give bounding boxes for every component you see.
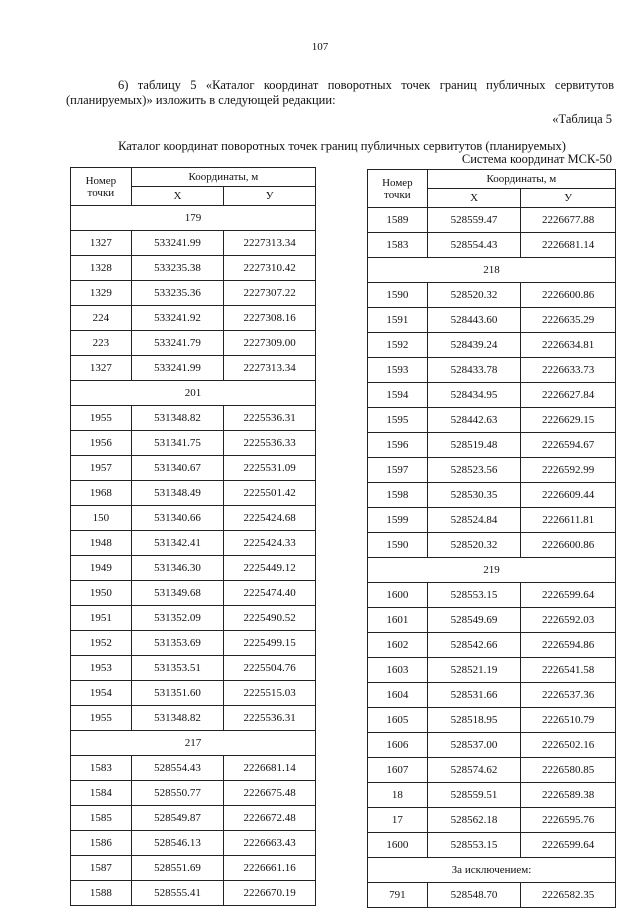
x-coordinate-cell: 533241.99: [131, 231, 224, 256]
header-x: Х: [427, 189, 521, 208]
y-coordinate-cell: 2226541.58: [521, 658, 616, 683]
table-row: [368, 808, 616, 833]
intro-paragraph: [66, 78, 614, 108]
group-label: За исключением:: [368, 858, 616, 883]
x-coordinate-cell: 531342.41: [131, 531, 224, 556]
table-row: [71, 581, 316, 606]
y-coordinate-cell: 2226600.86: [521, 283, 616, 308]
y-coordinate-cell: 2226681.14: [224, 756, 316, 781]
x-coordinate-cell: 528574.62: [427, 758, 521, 783]
y-coordinate-cell: 2225536.31: [224, 706, 316, 731]
y-coordinate-cell: 2227313.34: [224, 231, 316, 256]
point-number-cell: 1587: [71, 856, 132, 881]
y-coordinate-cell: 2226580.85: [521, 758, 616, 783]
table-row: [71, 656, 316, 681]
y-coordinate-cell: 2225515.03: [224, 681, 316, 706]
coordinate-system-label: Система координат МСК-50: [461, 152, 612, 166]
point-number-cell: 1956: [71, 431, 132, 456]
point-number-cell: 1327: [71, 231, 132, 256]
table-row: [368, 358, 616, 383]
table-row: [71, 306, 316, 331]
table-row: [368, 208, 616, 233]
point-number-cell: 1590: [368, 283, 428, 308]
group-header-row: [368, 558, 616, 583]
header-point-number: Номер точки: [71, 168, 132, 206]
x-coordinate-cell: 528520.32: [427, 533, 521, 558]
table-row: [71, 706, 316, 731]
y-coordinate-cell: 2226675.48: [224, 781, 316, 806]
point-number-cell: 1586: [71, 831, 132, 856]
table-row: [71, 331, 316, 356]
y-coordinate-cell: 2226592.99: [521, 458, 616, 483]
y-coordinate-cell: 2227308.16: [224, 306, 316, 331]
x-coordinate-cell: 528531.66: [427, 683, 521, 708]
point-number-cell: 224: [71, 306, 132, 331]
table-row: [71, 606, 316, 631]
point-number-cell: 1955: [71, 706, 132, 731]
point-number-cell: 1593: [368, 358, 428, 383]
header-y: У: [224, 187, 316, 206]
x-coordinate-cell: 533241.79: [131, 331, 224, 356]
y-coordinate-cell: 2225424.33: [224, 531, 316, 556]
y-coordinate-cell: 2226510.79: [521, 708, 616, 733]
table-row: [71, 281, 316, 306]
point-number-cell: 1327: [71, 356, 132, 381]
table-row: [71, 531, 316, 556]
x-coordinate-cell: 528559.47: [427, 208, 521, 233]
x-coordinate-cell: 531349.68: [131, 581, 224, 606]
point-number-cell: 1584: [71, 781, 132, 806]
y-coordinate-cell: 2226599.64: [521, 583, 616, 608]
point-number-cell: 1328: [71, 256, 132, 281]
table-row: [368, 308, 616, 333]
y-coordinate-cell: 2225490.52: [224, 606, 316, 631]
x-coordinate-cell: 531341.75: [131, 431, 224, 456]
x-coordinate-cell: 531351.60: [131, 681, 224, 706]
table-row: [368, 783, 616, 808]
group-header-row: [71, 731, 316, 756]
point-number-cell: 1600: [368, 833, 428, 858]
point-number-cell: 1607: [368, 758, 428, 783]
x-coordinate-cell: 533241.99: [131, 356, 224, 381]
table-row: [71, 556, 316, 581]
table-row: [71, 806, 316, 831]
x-coordinate-cell: 531352.09: [131, 606, 224, 631]
x-coordinate-cell: 528434.95: [427, 383, 521, 408]
x-coordinate-cell: 531348.82: [131, 406, 224, 431]
y-coordinate-cell: 2225504.76: [224, 656, 316, 681]
table-row: [368, 383, 616, 408]
point-number-cell: 1594: [368, 383, 428, 408]
point-number-cell: 1604: [368, 683, 428, 708]
y-coordinate-cell: 2226663.43: [224, 831, 316, 856]
y-coordinate-cell: 2226661.16: [224, 856, 316, 881]
table-row: [71, 756, 316, 781]
x-coordinate-cell: 531340.66: [131, 506, 224, 531]
y-coordinate-cell: 2226677.88: [521, 208, 616, 233]
table-row: [71, 831, 316, 856]
group-header-row: [368, 858, 616, 883]
table-row: [71, 681, 316, 706]
group-label: 179: [71, 206, 316, 231]
table-row: [71, 506, 316, 531]
y-coordinate-cell: 2226594.67: [521, 433, 616, 458]
table-row: [368, 633, 616, 658]
table-row: [368, 508, 616, 533]
x-coordinate-cell: 531348.49: [131, 481, 224, 506]
point-number-cell: 1592: [368, 333, 428, 358]
group-label: 217: [71, 731, 316, 756]
x-coordinate-cell: 528518.95: [427, 708, 521, 733]
header-point-number: Номер точки: [368, 170, 428, 208]
table-row: [368, 658, 616, 683]
x-coordinate-cell: 528530.35: [427, 483, 521, 508]
point-number-cell: 1589: [368, 208, 428, 233]
table-row: [368, 758, 616, 783]
x-coordinate-cell: 528548.70: [427, 883, 521, 908]
point-number-cell: 1606: [368, 733, 428, 758]
x-coordinate-cell: 531346.30: [131, 556, 224, 581]
table-row: [368, 333, 616, 358]
table-row: [71, 481, 316, 506]
point-number-cell: 1585: [71, 806, 132, 831]
x-coordinate-cell: 528550.77: [131, 781, 224, 806]
x-coordinate-cell: 528549.87: [131, 806, 224, 831]
y-coordinate-cell: 2225449.12: [224, 556, 316, 581]
table-row: [71, 431, 316, 456]
x-coordinate-cell: 528555.41: [131, 881, 224, 906]
x-coordinate-cell: 528559.51: [427, 783, 521, 808]
group-header-row: [368, 258, 616, 283]
x-coordinate-cell: 528549.69: [427, 608, 521, 633]
coordinates-table-right: [367, 169, 616, 908]
point-number-cell: 150: [71, 506, 132, 531]
point-number-cell: 1583: [368, 233, 428, 258]
table-row: [71, 881, 316, 906]
point-number-cell: 1590: [368, 533, 428, 558]
point-number-cell: 223: [71, 331, 132, 356]
y-coordinate-cell: 2225536.33: [224, 431, 316, 456]
x-coordinate-cell: 531353.51: [131, 656, 224, 681]
group-header-row: [71, 381, 316, 406]
x-coordinate-cell: 528520.32: [427, 283, 521, 308]
table-row: [71, 406, 316, 431]
y-coordinate-cell: 2226633.73: [521, 358, 616, 383]
x-coordinate-cell: 528521.19: [427, 658, 521, 683]
y-coordinate-cell: 2225474.40: [224, 581, 316, 606]
point-number-cell: 1598: [368, 483, 428, 508]
point-number-cell: 1968: [71, 481, 132, 506]
header-coordinates: Координаты, м: [427, 170, 615, 189]
intro-line-2: (планируемых)» изложить в следующей редакции:: [66, 93, 336, 107]
point-number-cell: 1949: [71, 556, 132, 581]
point-number-cell: 1955: [71, 406, 132, 431]
point-number-cell: 17: [368, 808, 428, 833]
y-coordinate-cell: 2225531.09: [224, 456, 316, 481]
y-coordinate-cell: 2225536.31: [224, 406, 316, 431]
point-number-cell: 791: [368, 883, 428, 908]
table-row: [71, 456, 316, 481]
point-number-cell: 1602: [368, 633, 428, 658]
y-coordinate-cell: 2226670.19: [224, 881, 316, 906]
x-coordinate-cell: 528537.00: [427, 733, 521, 758]
table-row: [368, 433, 616, 458]
x-coordinate-cell: 528524.84: [427, 508, 521, 533]
y-coordinate-cell: 2226634.81: [521, 333, 616, 358]
x-coordinate-cell: 528551.69: [131, 856, 224, 881]
y-coordinate-cell: 2226600.86: [521, 533, 616, 558]
point-number-cell: 1957: [71, 456, 132, 481]
header-coordinates: Координаты, м: [131, 168, 315, 187]
y-coordinate-cell: 2226502.16: [521, 733, 616, 758]
x-coordinate-cell: 528443.60: [427, 308, 521, 333]
table-row: [368, 708, 616, 733]
y-coordinate-cell: 2226611.81: [521, 508, 616, 533]
x-coordinate-cell: 528439.24: [427, 333, 521, 358]
point-number-cell: 1596: [368, 433, 428, 458]
table-row: [71, 781, 316, 806]
table-row: [368, 583, 616, 608]
y-coordinate-cell: 2227313.34: [224, 356, 316, 381]
table-row: [368, 833, 616, 858]
point-number-cell: 1595: [368, 408, 428, 433]
x-coordinate-cell: 528519.48: [427, 433, 521, 458]
y-coordinate-cell: 2226627.84: [521, 383, 616, 408]
point-number-cell: 18: [368, 783, 428, 808]
x-coordinate-cell: 531353.69: [131, 631, 224, 656]
x-coordinate-cell: 533235.36: [131, 281, 224, 306]
point-number-cell: 1953: [71, 656, 132, 681]
y-coordinate-cell: 2225501.42: [224, 481, 316, 506]
x-coordinate-cell: 528523.56: [427, 458, 521, 483]
y-coordinate-cell: 2227309.00: [224, 331, 316, 356]
table-row: [71, 356, 316, 381]
y-coordinate-cell: 2225424.68: [224, 506, 316, 531]
y-coordinate-cell: 2226599.64: [521, 833, 616, 858]
point-number-cell: 1600: [368, 583, 428, 608]
group-header-row: [71, 206, 316, 231]
y-coordinate-cell: 2226594.86: [521, 633, 616, 658]
y-coordinate-cell: 2227310.42: [224, 256, 316, 281]
y-coordinate-cell: 2226629.15: [521, 408, 616, 433]
x-coordinate-cell: 531340.67: [131, 456, 224, 481]
point-number-cell: 1588: [71, 881, 132, 906]
x-coordinate-cell: 533241.92: [131, 306, 224, 331]
x-coordinate-cell: 528542.66: [427, 633, 521, 658]
point-number-cell: 1952: [71, 631, 132, 656]
y-coordinate-cell: 2226582.35: [521, 883, 616, 908]
group-label: 219: [368, 558, 616, 583]
y-coordinate-cell: 2226592.03: [521, 608, 616, 633]
y-coordinate-cell: 2226672.48: [224, 806, 316, 831]
intro-line-1: 6) таблицу 5 «Каталог координат поворотных точек границ публичных сервитутов: [118, 78, 614, 92]
coordinates-table-left: [70, 167, 316, 906]
x-coordinate-cell: 531348.82: [131, 706, 224, 731]
table-row: [71, 856, 316, 881]
table-row: [368, 483, 616, 508]
point-number-cell: 1597: [368, 458, 428, 483]
table-row: [368, 408, 616, 433]
x-coordinate-cell: 528546.13: [131, 831, 224, 856]
table-row: [71, 256, 316, 281]
x-coordinate-cell: 528562.18: [427, 808, 521, 833]
table-row: [71, 231, 316, 256]
table-row: [368, 608, 616, 633]
point-number-cell: 1951: [71, 606, 132, 631]
table-row: [71, 631, 316, 656]
point-number-cell: 1591: [368, 308, 428, 333]
y-coordinate-cell: 2226635.29: [521, 308, 616, 333]
x-coordinate-cell: 528553.15: [427, 583, 521, 608]
table-reference: «Таблица 5: [552, 112, 612, 126]
point-number-cell: 1599: [368, 508, 428, 533]
table-row: [368, 683, 616, 708]
y-coordinate-cell: 2226595.76: [521, 808, 616, 833]
point-number-cell: 1605: [368, 708, 428, 733]
y-coordinate-cell: 2226537.36: [521, 683, 616, 708]
point-number-cell: 1583: [71, 756, 132, 781]
point-number-cell: 1950: [71, 581, 132, 606]
table-row: [368, 533, 616, 558]
point-number-cell: 1329: [71, 281, 132, 306]
table-row: [368, 233, 616, 258]
y-coordinate-cell: 2225499.15: [224, 631, 316, 656]
table-row: [368, 883, 616, 908]
y-coordinate-cell: 2226589.38: [521, 783, 616, 808]
x-coordinate-cell: 528554.43: [131, 756, 224, 781]
header-x: Х: [131, 187, 224, 206]
point-number-cell: 1601: [368, 608, 428, 633]
table-caption: Каталог координат поворотных точек границ публичных сервитутов (планируемых): [118, 139, 566, 153]
y-coordinate-cell: 2226681.14: [521, 233, 616, 258]
table-row: [368, 283, 616, 308]
y-coordinate-cell: 2227307.22: [224, 281, 316, 306]
point-number-cell: 1954: [71, 681, 132, 706]
page-number: 107: [311, 41, 329, 53]
point-number-cell: 1948: [71, 531, 132, 556]
x-coordinate-cell: 528554.43: [427, 233, 521, 258]
x-coordinate-cell: 528553.15: [427, 833, 521, 858]
group-label: 218: [368, 258, 616, 283]
group-label: 201: [71, 381, 316, 406]
x-coordinate-cell: 533235.38: [131, 256, 224, 281]
table-row: [368, 733, 616, 758]
table-row: [368, 458, 616, 483]
header-y: У: [521, 189, 616, 208]
x-coordinate-cell: 528442.63: [427, 408, 521, 433]
x-coordinate-cell: 528433.78: [427, 358, 521, 383]
y-coordinate-cell: 2226609.44: [521, 483, 616, 508]
point-number-cell: 1603: [368, 658, 428, 683]
